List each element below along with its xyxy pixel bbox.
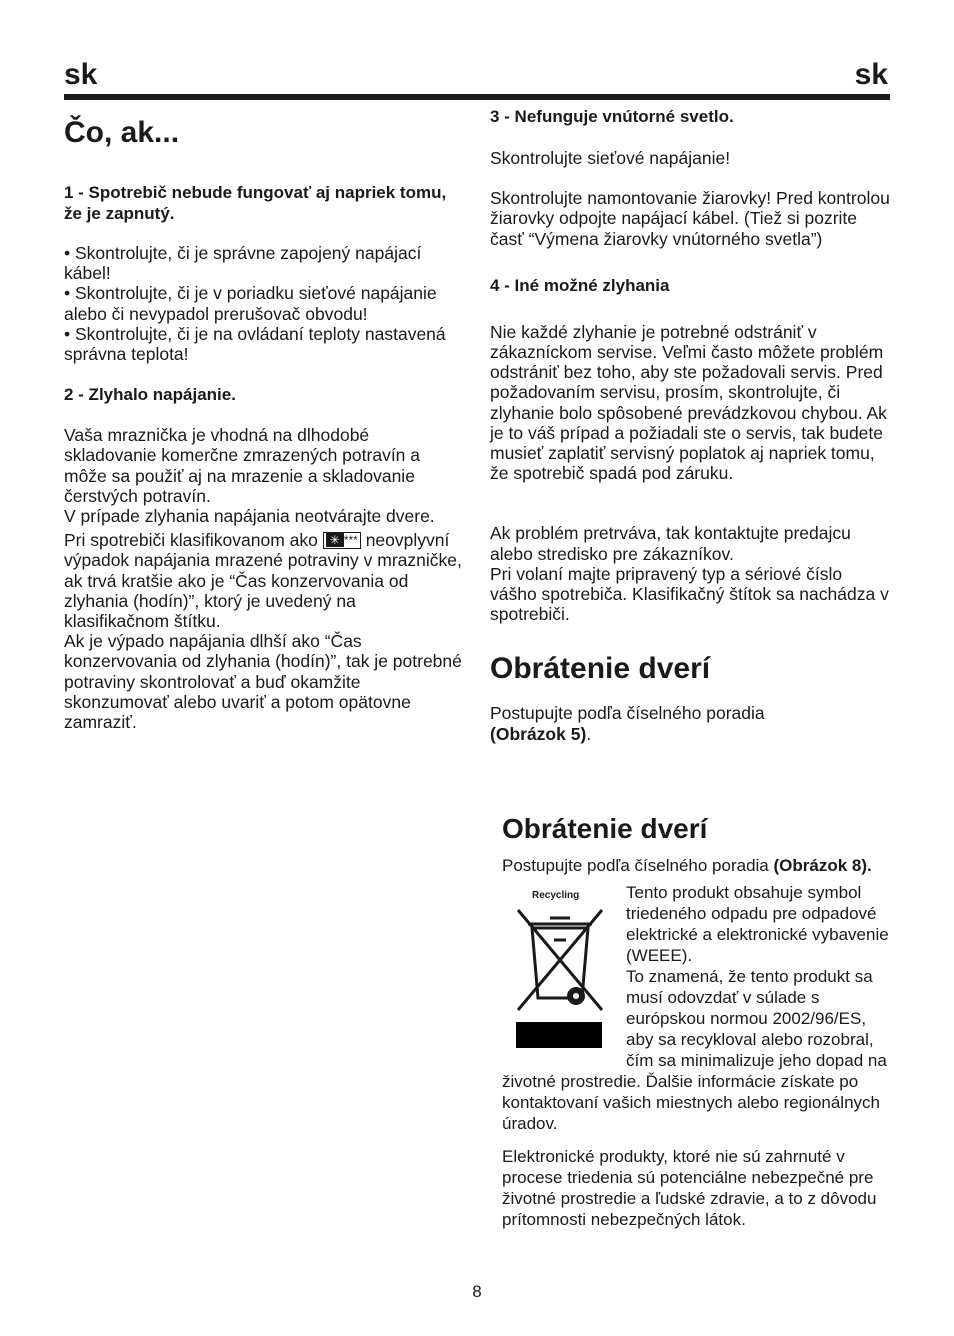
door-reversal-text-2: [502, 855, 894, 876]
weee-para-3: Elektronické produkty, ktoré nie sú zahrnuté v procese triedenia sú potenciálne nebezpečné pre životné prostredie a ľudské zdravie, a to z dôvodu prítomnosti nebezpečných látok.: [502, 1147, 877, 1229]
section-2-para-3: [64, 530, 464, 631]
section-2-heading: 2 - Zlyhalo napájanie.: [64, 385, 236, 405]
header-language-left: sk: [64, 58, 98, 91]
page-number: 8: [472, 1282, 482, 1301]
section-2-para-3-start: Pri spotrebiči klasifikovanom ako: [64, 530, 318, 551]
door-reversal-figure-ref: (Obrázok 5): [490, 723, 587, 744]
left-column: [64, 106, 464, 732]
section-4-heading: 4 - Iné možné zlyhania: [490, 275, 670, 295]
door-reversal-figure-ref-2: (Obrázok 8).: [773, 856, 872, 875]
weee-figure: [502, 886, 606, 1054]
door-reversal-instruction-2: Postupujte podľa číselného poradia: [502, 856, 769, 875]
door-reversal-instruction: Postupujte podľa číselného poradia: [490, 703, 765, 724]
weee-para-1: Tento produkt obsahuje symbol triedeného odpadu pre odpadové elektrické a elektronické vybavenie (WEEE).: [626, 883, 889, 965]
section-4-para-3: Pri volaní majte pripravený typ a sériové číslo vášho spotrebiča. Klasifikačný štítok sa nachádza v spotrebiči.: [490, 563, 889, 625]
weee-section: [502, 880, 894, 1230]
section-1-heading: 1 - Spotrebič nebude fungovať aj napriek tomu, že je zapnutý.: [64, 183, 447, 223]
header-language-right: sk: [854, 58, 888, 91]
door-reversal-title: Obrátenie dverí: [490, 652, 711, 686]
header-rule: [64, 94, 890, 100]
star-rating-symbol: [323, 532, 361, 549]
section-3-heading: 3 - Nefunguje vnútorné svetlo.: [490, 107, 734, 126]
section-4-para-1: Nie každé zlyhanie je potrebné odstrániť v zákazníckom servise. Veľmi často môžete problém odstrániť bez toho, aby ste požadovali servis. Pred požadovaním servisu, prosím, skontrolujte, či zlyhanie bolo spôsobené prevádzkovou chybou. Ak je to váš prípad a požiadali ste o servis, tak budete musieť zaplatiť servisný poplatok aj napriek tomu, že spotrebič spadá pod záruku.: [490, 321, 887, 484]
door-reversal-period: .: [586, 723, 592, 744]
crossed-bin-icon: [502, 886, 606, 1016]
section-3-para-2: Skontrolujte namontovanie žiarovky! Pred kontrolou žiarovky odpojte napájací kábel. (Tiež si pozrite časť “Výmena žiarovky vnútorného svetla”): [490, 188, 890, 249]
section-2-para-1: Vaša mraznička je vhodná na dlhodobé skladovanie komerčne zmrazených potravín a môže sa použiť aj na mrazenie a skladovanie čerstvých potravín.: [64, 425, 421, 506]
section-4-para-2: Ak problém pretrváva, tak kontaktujte predajcu alebo stredisko pre zákazníkov.: [490, 523, 851, 564]
weee-black-bar: [516, 1022, 602, 1048]
recycling-label: Recycling: [532, 890, 580, 901]
weee-para-2: To znamená, že tento produkt sa musí odovzdať v súlade s európskou normou 2002/96/ES, aby sa recykloval alebo rozobral, čím sa minimalizuje jeho dopad na životné prostredie. Ďalšie informácie získate po kontaktovaní vašich miestnych alebo regionálnych úradov.: [502, 967, 887, 1133]
section-1-bullet-1: • Skontrolujte, či je správne zapojený napájací kábel!: [64, 243, 422, 284]
section-2-para-3-end: neovplyvní výpadok napájania mrazené potraviny v mrazničke, ak trvá kratšie ako je “Čas konzervovania od zlyhania (hodín)”, ktorý je uvedený na klasifikačnom štítku.: [64, 530, 462, 632]
section-2-para-4: Ak je výpado napájania dlhší ako “Čas konzervovania od zlyhania (hodín)”, tak je potrebné potraviny skontrolovať a buď okamžite skonzumovať alebo uvariť a potom opätovne zamraziť.: [64, 631, 462, 733]
section-1-bullet-3: • Skontrolujte, či je na ovládaní teploty nastavená správna teplota!: [64, 323, 446, 365]
door-reversal-text: [490, 703, 892, 743]
section-2-para-2: V prípade zlyhania napájania neotvárajte dvere.: [64, 506, 435, 527]
right-column: [490, 106, 892, 744]
door-reversal-title-2: Obrátenie dverí: [502, 813, 708, 844]
weee-block: [502, 812, 894, 1230]
section-3-para-1: Skontrolujte sieťové napájanie!: [490, 148, 731, 168]
snowflake-icon: ✳: [326, 533, 344, 547]
three-stars-icon: ***: [343, 533, 358, 548]
section-1-bullet-2: • Skontrolujte, či je v poriadku sieťové napájanie alebo či nevypadol prerušovač obvodu!: [64, 283, 437, 324]
page-title: Čo, ak...: [64, 116, 180, 149]
